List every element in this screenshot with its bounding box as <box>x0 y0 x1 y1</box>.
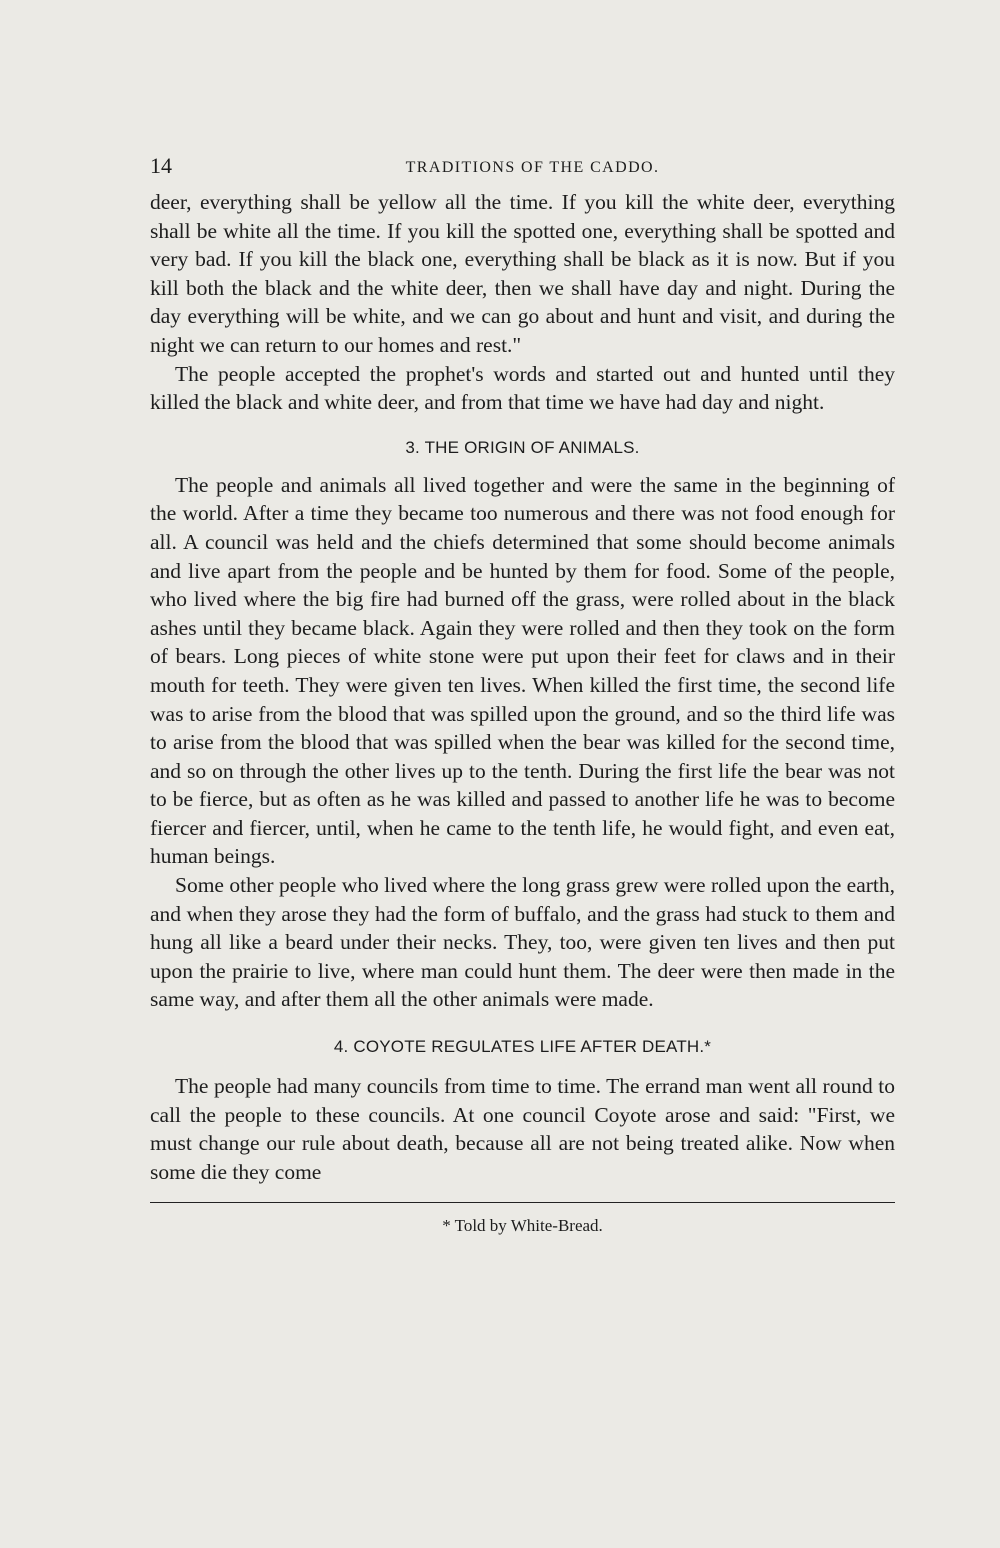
running-title: TRADITIONS OF THE CADDO. <box>405 159 660 176</box>
continuation-paragraph: deer, everything shall be yellow all the time. If you kill the white deer, everything shall be white all the time. If you kill the spotted one, everything shall be spotted and very bad. If you kill the black one, everything shall be black as it is now. But if you kill both the black and the white deer, then we shall have day and night. During the day everything will be white, and we can go about and hunt and visit, and during the night we can return to our homes and rest." <box>150 190 895 357</box>
paragraph-origin-bears: The people and animals all lived together and were the same in the beginning of the world. After a time they became too numerous and there was not food enough for all. A council was held and the chiefs determined that some should become animals and live apart from the people and be hunted by them for food. Some of the people, who lived where the big fire had burned off the grass, were rolled about in the black ashes until they became black. Again they were rolled and then they took on the form of bears. Long pieces of white stone were put upon their feet for claws and in their mouth for teeth. They were given ten lives. When killed the first time, the second life was to arise from the blood that was spilled upon the ground, and so the third life was to arise from the blood that was spilled when the bear was killed for the second time, and so on through the other lives up to the tenth. During the first life the bear was not to be fierce, but as often as he was killed and passed to another life he was to become fiercer and fiercer, until, when he came to the tenth life, he would fight, and even eat, human beings. <box>150 472 895 869</box>
paragraph-day-and-night: The people accepted the prophet's words and started out and hunted until they killed the black and white deer, and from that time we have had day and night. <box>150 361 895 415</box>
footnote: * Told by White-Bread. <box>442 1216 603 1236</box>
paragraph-coyote-council: The people had many councils from time to time. The errand man went all round to call the people to these councils. At one council Coyote arose and said: "First, we must change our rule about death, because all are not being treated alike. Now when some die they come <box>150 1074 895 1184</box>
text-column <box>150 152 895 1237</box>
section-heading-origin-of-animals: 3. THE ORIGIN OF ANIMALS. <box>405 437 640 457</box>
running-head <box>150 152 895 188</box>
footnote-rule <box>150 1202 895 1203</box>
page-number: 14 <box>150 153 172 178</box>
section-heading-coyote: 4. COYOTE REGULATES LIFE AFTER DEATH.* <box>333 1037 712 1057</box>
paragraph-origin-buffalo: Some other people who lived where the long grass grew were rolled upon the earth, and when they arose they had the form of buffalo, and the grass had stuck to them and hung all like a beard under their necks. They, too, were given ten lives and then put upon the prairie to live, where man could hunt them. The deer were then made in the same way, and after them all the other animals were made. <box>150 873 895 1012</box>
